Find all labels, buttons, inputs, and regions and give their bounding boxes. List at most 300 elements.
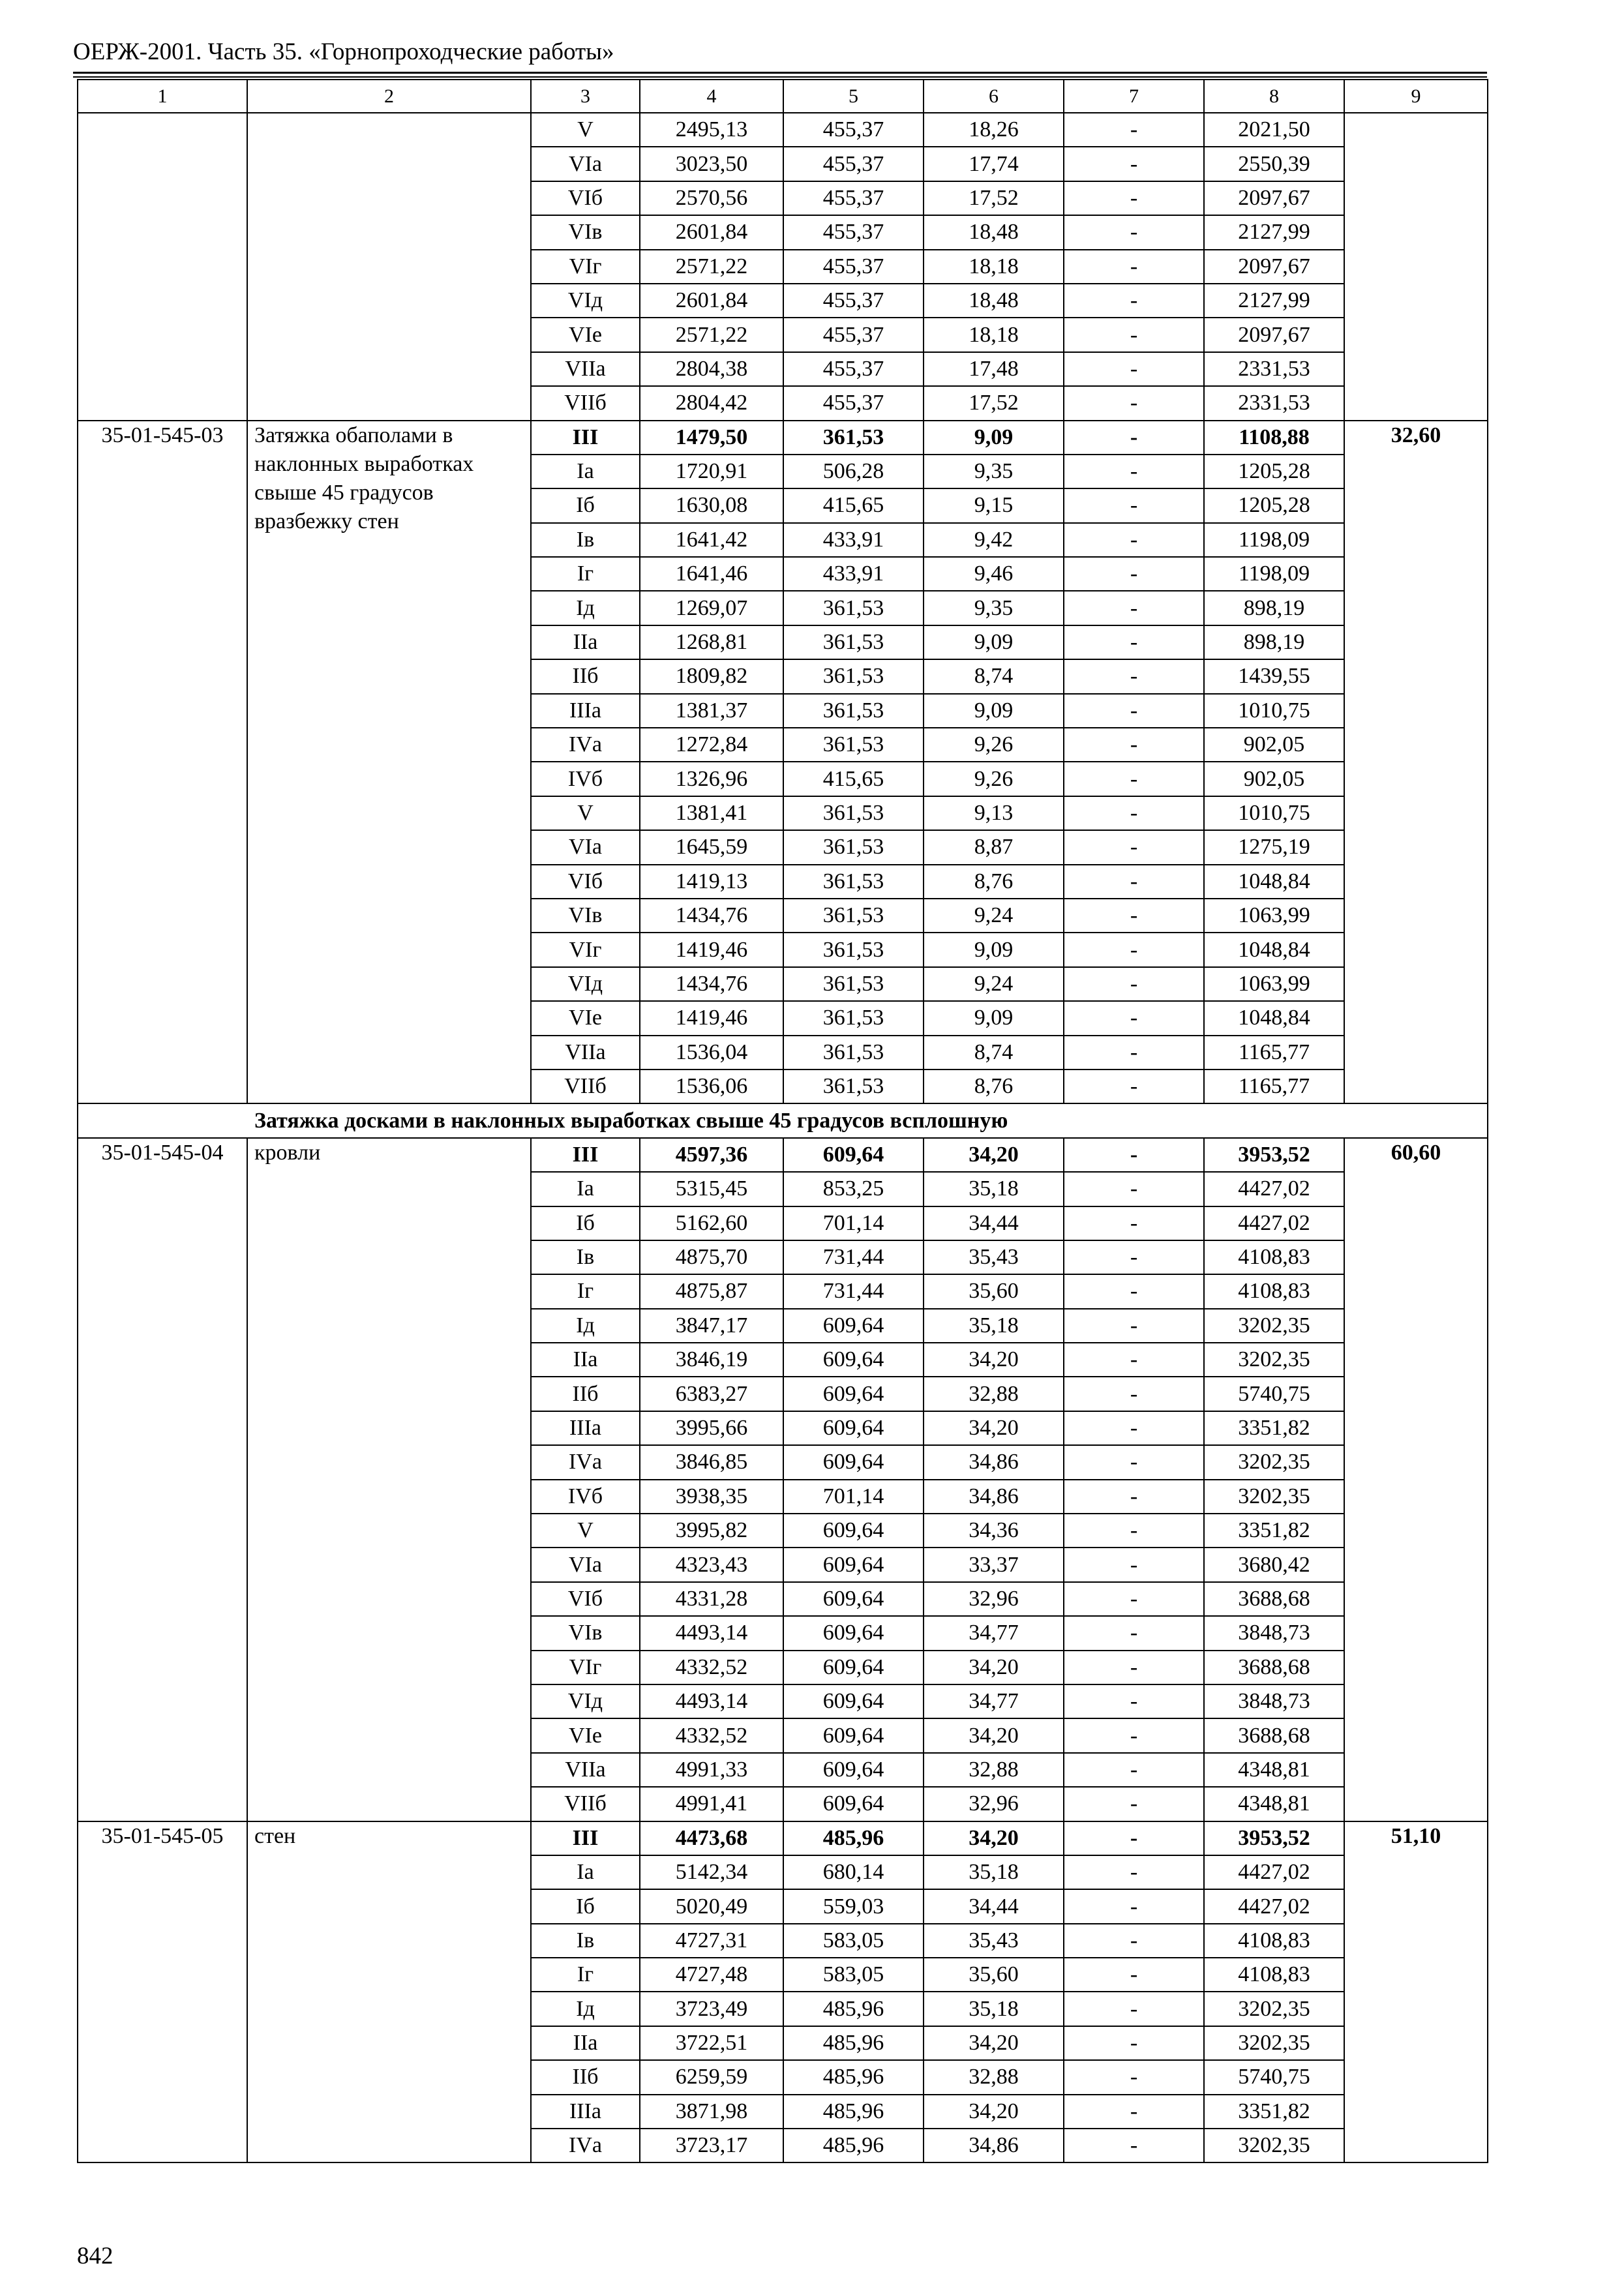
zone-cell: VIа (531, 147, 640, 181)
operator-wages-cell: - (1064, 2129, 1204, 2162)
materials-cell: 4348,81 (1204, 1787, 1344, 1821)
wages-cell: 361,53 (783, 1070, 924, 1103)
wages-cell: 455,37 (783, 284, 924, 318)
column-header: 7 (1064, 80, 1204, 113)
operator-wages-cell: - (1064, 215, 1204, 249)
zone-cell: IIб (531, 659, 640, 693)
total-cost-cell: 1641,46 (640, 557, 783, 591)
column-header-row (78, 80, 1488, 113)
total-cost-cell: 1645,59 (640, 830, 783, 864)
wages-cell: 609,64 (783, 1411, 924, 1445)
total-cost-cell: 1809,82 (640, 659, 783, 693)
machines-cell: 33,37 (924, 1548, 1064, 1581)
operator-wages-cell: - (1064, 1411, 1204, 1445)
total-cost-cell: 1419,46 (640, 1001, 783, 1035)
operator-wages-cell: - (1064, 1651, 1204, 1684)
total-cost-cell: 1381,41 (640, 796, 783, 830)
wages-cell: 361,53 (783, 625, 924, 659)
machines-cell: 8,76 (924, 865, 1064, 899)
operator-wages-cell: - (1064, 284, 1204, 318)
materials-cell: 1198,09 (1204, 557, 1344, 591)
operator-wages-cell: - (1064, 762, 1204, 796)
wages-cell: 609,64 (783, 1343, 924, 1377)
materials-cell: 1275,19 (1204, 830, 1344, 864)
machines-cell: 9,09 (924, 694, 1064, 728)
machines-cell: 34,86 (924, 1445, 1064, 1479)
operator-wages-cell: - (1064, 1343, 1204, 1377)
materials-cell: 2127,99 (1204, 284, 1344, 318)
column-header: 9 (1344, 80, 1488, 113)
operator-wages-cell: - (1064, 1309, 1204, 1343)
materials-cell: 3688,68 (1204, 1651, 1344, 1684)
wages-cell: 609,64 (783, 1514, 924, 1548)
wages-cell: 361,53 (783, 830, 924, 864)
materials-cell: 3202,35 (1204, 1343, 1344, 1377)
operator-wages-cell: - (1064, 796, 1204, 830)
materials-cell: 3202,35 (1204, 1445, 1344, 1479)
machines-cell: 34,20 (924, 1411, 1064, 1445)
operator-wages-cell: - (1064, 1753, 1204, 1787)
zone-cell: VIв (531, 215, 640, 249)
materials-cell: 898,19 (1204, 591, 1344, 625)
work-name: Затяжка обаполами в наклонных выработках свыше 45 градусов вразбежку стен (247, 421, 531, 1104)
total-cost-cell: 2571,22 (640, 250, 783, 284)
wages-cell: 609,64 (783, 1582, 924, 1616)
total-cost-cell: 1630,08 (640, 488, 783, 522)
total-cost-cell: 2571,22 (640, 318, 783, 352)
machines-cell: 9,42 (924, 523, 1064, 557)
wages-cell: 609,64 (783, 1138, 924, 1172)
zone-cell: VIг (531, 933, 640, 966)
wages-cell: 361,53 (783, 421, 924, 455)
operator-wages-cell: - (1064, 625, 1204, 659)
machines-cell: 32,88 (924, 1377, 1064, 1411)
zone-cell: III (531, 1821, 640, 1855)
table-body (78, 80, 1488, 2162)
machines-cell: 34,36 (924, 1514, 1064, 1548)
machines-cell: 9,15 (924, 488, 1064, 522)
operator-wages-cell: - (1064, 386, 1204, 420)
machines-cell: 9,24 (924, 899, 1064, 933)
total-cost-cell: 1536,06 (640, 1070, 783, 1103)
operator-wages-cell: - (1064, 1240, 1204, 1274)
materials-cell: 3688,68 (1204, 1718, 1344, 1752)
operator-wages-cell: - (1064, 591, 1204, 625)
wages-cell: 609,64 (783, 1684, 924, 1718)
wages-cell: 455,37 (783, 386, 924, 420)
materials-cell: 5740,75 (1204, 2060, 1344, 2094)
machines-cell: 34,20 (924, 1821, 1064, 1855)
materials-cell: 902,05 (1204, 728, 1344, 762)
machines-cell: 35,18 (924, 1309, 1064, 1343)
materials-cell: 3688,68 (1204, 1582, 1344, 1616)
total-cost-cell: 3995,66 (640, 1411, 783, 1445)
materials-cell: 3953,52 (1204, 1821, 1344, 1855)
zone-cell: Iб (531, 1889, 640, 1923)
machines-cell: 9,24 (924, 967, 1064, 1001)
machines-cell: 34,20 (924, 1138, 1064, 1172)
total-cost-cell: 2804,38 (640, 352, 783, 386)
machines-cell: 35,18 (924, 1992, 1064, 2026)
zone-cell: VIв (531, 1616, 640, 1650)
materials-cell: 2021,50 (1204, 113, 1344, 147)
wages-cell: 361,53 (783, 933, 924, 966)
machines-cell: 9,46 (924, 557, 1064, 591)
machines-cell: 9,35 (924, 455, 1064, 488)
materials-cell: 1063,99 (1204, 899, 1344, 933)
zone-cell: IVа (531, 1445, 640, 1479)
machines-cell: 17,48 (924, 352, 1064, 386)
total-cost-cell: 3847,17 (640, 1309, 783, 1343)
total-cost-cell: 4727,31 (640, 1924, 783, 1958)
materials-cell: 2097,67 (1204, 250, 1344, 284)
machines-cell: 9,09 (924, 421, 1064, 455)
materials-cell: 902,05 (1204, 762, 1344, 796)
wages-cell: 853,25 (783, 1172, 924, 1206)
zone-cell: Iв (531, 1240, 640, 1274)
column-header: 6 (924, 80, 1064, 113)
machines-cell: 17,52 (924, 386, 1064, 420)
zone-cell: VIа (531, 1548, 640, 1581)
wages-cell: 609,64 (783, 1548, 924, 1581)
machines-cell: 18,48 (924, 284, 1064, 318)
wages-cell: 506,28 (783, 455, 924, 488)
wages-cell: 455,37 (783, 147, 924, 181)
total-cost-cell: 3723,17 (640, 2129, 783, 2162)
wages-cell: 455,37 (783, 215, 924, 249)
machines-cell: 9,09 (924, 625, 1064, 659)
wages-cell: 701,14 (783, 1206, 924, 1240)
total-cost-cell: 6383,27 (640, 1377, 783, 1411)
zone-cell: III (531, 421, 640, 455)
page-number: 842 (77, 2243, 113, 2269)
operator-wages-cell: - (1064, 1684, 1204, 1718)
wages-cell: 455,37 (783, 318, 924, 352)
operator-wages-cell: - (1064, 1514, 1204, 1548)
total-cost-cell: 1641,42 (640, 523, 783, 557)
total-cost-cell: 3995,82 (640, 1514, 783, 1548)
total-cost-cell: 1720,91 (640, 455, 783, 488)
materials-cell: 2127,99 (1204, 215, 1344, 249)
zone-cell: VIг (531, 1651, 640, 1684)
rate-code: 35-01-545-04 (78, 1138, 247, 1821)
total-cost-cell: 4991,33 (640, 1753, 783, 1787)
materials-cell: 1205,28 (1204, 488, 1344, 522)
zone-cell: Iд (531, 1992, 640, 2026)
zone-cell: IIа (531, 1343, 640, 1377)
column-header: 8 (1204, 80, 1344, 113)
materials-cell: 4108,83 (1204, 1240, 1344, 1274)
materials-cell: 3848,73 (1204, 1684, 1344, 1718)
zone-cell: IIа (531, 2026, 640, 2060)
zone-cell: VIв (531, 899, 640, 933)
materials-cell: 4427,02 (1204, 1206, 1344, 1240)
materials-cell: 3202,35 (1204, 2026, 1344, 2060)
work-name: кровли (247, 1138, 531, 1821)
wages-cell: 455,37 (783, 250, 924, 284)
zone-cell: Iа (531, 455, 640, 488)
rate-code: 35-01-545-05 (78, 1821, 247, 2163)
materials-cell: 5740,75 (1204, 1377, 1344, 1411)
materials-cell: 2331,53 (1204, 386, 1344, 420)
machines-cell: 34,77 (924, 1616, 1064, 1650)
wages-cell: 731,44 (783, 1274, 924, 1308)
zone-cell: III (531, 1138, 640, 1172)
total-cost-cell: 1536,04 (640, 1036, 783, 1070)
machines-cell: 34,20 (924, 1718, 1064, 1752)
operator-wages-cell: - (1064, 1070, 1204, 1103)
zone-cell: Iб (531, 488, 640, 522)
machines-cell: 9,09 (924, 1001, 1064, 1035)
operator-wages-cell: - (1064, 1445, 1204, 1479)
total-cost-cell: 3023,50 (640, 147, 783, 181)
machines-cell: 9,13 (924, 796, 1064, 830)
labor-cost-cell: 32,60 (1344, 421, 1488, 1104)
materials-cell: 1205,28 (1204, 455, 1344, 488)
total-cost-cell: 3871,98 (640, 2095, 783, 2129)
total-cost-cell: 1272,84 (640, 728, 783, 762)
wages-cell: 609,64 (783, 1377, 924, 1411)
column-header: 5 (783, 80, 924, 113)
operator-wages-cell: - (1064, 694, 1204, 728)
materials-cell: 1165,77 (1204, 1070, 1344, 1103)
wages-cell: 433,91 (783, 523, 924, 557)
materials-cell: 2097,67 (1204, 181, 1344, 215)
total-cost-cell: 3723,49 (640, 1992, 783, 2026)
zone-cell: IIб (531, 2060, 640, 2094)
zone-cell: VIIб (531, 1070, 640, 1103)
zone-cell: VIе (531, 1718, 640, 1752)
total-cost-cell: 4991,41 (640, 1787, 783, 1821)
zone-cell: VIа (531, 830, 640, 864)
total-cost-cell: 5142,34 (640, 1855, 783, 1889)
zone-cell: IVа (531, 728, 640, 762)
total-cost-cell: 1269,07 (640, 591, 783, 625)
total-cost-cell: 4331,28 (640, 1582, 783, 1616)
zone-cell: VIе (531, 1001, 640, 1035)
operator-wages-cell: - (1064, 352, 1204, 386)
labor-cost-cell: 60,60 (1344, 1138, 1488, 1821)
operator-wages-cell: - (1064, 113, 1204, 147)
operator-wages-cell: - (1064, 181, 1204, 215)
wages-cell: 485,96 (783, 2095, 924, 2129)
machines-cell: 9,26 (924, 762, 1064, 796)
materials-cell: 4427,02 (1204, 1172, 1344, 1206)
operator-wages-cell: - (1064, 1992, 1204, 2026)
materials-cell: 3680,42 (1204, 1548, 1344, 1581)
total-cost-cell: 1419,46 (640, 933, 783, 966)
column-header: 1 (78, 80, 247, 113)
zone-cell: VIIа (531, 1753, 640, 1787)
total-cost-cell: 1479,50 (640, 421, 783, 455)
zone-cell: IIIа (531, 2095, 640, 2129)
zone-cell: Iг (531, 1958, 640, 1992)
machines-cell: 32,88 (924, 2060, 1064, 2094)
zone-cell: IIа (531, 625, 640, 659)
total-cost-cell: 3722,51 (640, 2026, 783, 2060)
materials-cell: 3351,82 (1204, 1514, 1344, 1548)
page-header: ОЕРЖ-2001. Часть 35. «Горнопроходческие работы» (73, 38, 614, 65)
machines-cell: 35,60 (924, 1274, 1064, 1308)
operator-wages-cell: - (1064, 865, 1204, 899)
operator-wages-cell: - (1064, 2026, 1204, 2060)
zone-cell: VIг (531, 250, 640, 284)
machines-cell: 35,18 (924, 1172, 1064, 1206)
zone-cell: Iд (531, 591, 640, 625)
machines-cell: 34,20 (924, 2026, 1064, 2060)
work-name: стен (247, 1821, 531, 2163)
wages-cell: 455,37 (783, 352, 924, 386)
total-cost-cell: 1419,13 (640, 865, 783, 899)
wages-cell: 361,53 (783, 694, 924, 728)
operator-wages-cell: - (1064, 455, 1204, 488)
total-cost-cell: 3846,19 (640, 1343, 783, 1377)
operator-wages-cell: - (1064, 933, 1204, 966)
total-cost-cell: 2804,42 (640, 386, 783, 420)
machines-cell: 8,74 (924, 1036, 1064, 1070)
total-cost-cell: 6259,59 (640, 2060, 783, 2094)
materials-cell: 3953,52 (1204, 1138, 1344, 1172)
wages-cell: 361,53 (783, 728, 924, 762)
materials-cell: 2550,39 (1204, 147, 1344, 181)
total-cost-cell: 5020,49 (640, 1889, 783, 1923)
zone-cell: VIIб (531, 386, 640, 420)
wages-cell: 609,64 (783, 1753, 924, 1787)
materials-cell: 4108,83 (1204, 1274, 1344, 1308)
operator-wages-cell: - (1064, 1377, 1204, 1411)
total-cost-cell: 1434,76 (640, 967, 783, 1001)
total-cost-cell: 5162,60 (640, 1206, 783, 1240)
materials-cell: 2097,67 (1204, 318, 1344, 352)
machines-cell: 18,48 (924, 215, 1064, 249)
materials-cell: 4427,02 (1204, 1889, 1344, 1923)
materials-cell: 3202,35 (1204, 1309, 1344, 1343)
materials-cell: 1063,99 (1204, 967, 1344, 1001)
total-cost-cell: 4493,14 (640, 1616, 783, 1650)
total-cost-cell: 2601,84 (640, 284, 783, 318)
operator-wages-cell: - (1064, 1036, 1204, 1070)
total-cost-cell: 2601,84 (640, 215, 783, 249)
machines-cell: 18,18 (924, 318, 1064, 352)
materials-cell: 4348,81 (1204, 1753, 1344, 1787)
zone-cell: V (531, 113, 640, 147)
zone-cell: VIIа (531, 1036, 640, 1070)
zone-cell: Iа (531, 1172, 640, 1206)
materials-cell: 3202,35 (1204, 1992, 1344, 2026)
wages-cell: 415,65 (783, 762, 924, 796)
machines-cell: 32,88 (924, 1753, 1064, 1787)
operator-wages-cell: - (1064, 1718, 1204, 1752)
machines-cell: 9,09 (924, 933, 1064, 966)
machines-cell: 34,86 (924, 1480, 1064, 1514)
zone-cell: Iв (531, 1924, 640, 1958)
zone-cell: VIб (531, 865, 640, 899)
table-row (78, 421, 1488, 455)
zone-cell: IVб (531, 762, 640, 796)
rates-table (77, 79, 1488, 2163)
operator-wages-cell: - (1064, 1787, 1204, 1821)
machines-cell: 34,20 (924, 1651, 1064, 1684)
zone-cell: V (531, 1514, 640, 1548)
operator-wages-cell: - (1064, 1958, 1204, 1992)
wages-cell: 609,64 (783, 1616, 924, 1650)
wages-cell: 583,05 (783, 1924, 924, 1958)
wages-cell: 609,64 (783, 1651, 924, 1684)
operator-wages-cell: - (1064, 2095, 1204, 2129)
zone-cell: VIIа (531, 352, 640, 386)
zone-cell: VIб (531, 181, 640, 215)
zone-cell: VIб (531, 1582, 640, 1616)
zone-cell: VIIб (531, 1787, 640, 1821)
table-row (78, 1821, 1488, 1855)
operator-wages-cell: - (1064, 147, 1204, 181)
wages-cell: 701,14 (783, 1480, 924, 1514)
wages-cell: 485,96 (783, 1992, 924, 2026)
total-cost-cell: 1268,81 (640, 625, 783, 659)
total-cost-cell: 2495,13 (640, 113, 783, 147)
wages-cell: 433,91 (783, 557, 924, 591)
materials-cell: 3202,35 (1204, 2129, 1344, 2162)
wages-cell: 361,53 (783, 899, 924, 933)
rate-code (78, 113, 247, 421)
wages-cell: 415,65 (783, 488, 924, 522)
zone-cell: Iб (531, 1206, 640, 1240)
operator-wages-cell: - (1064, 1924, 1204, 1958)
total-cost-cell: 3938,35 (640, 1480, 783, 1514)
operator-wages-cell: - (1064, 899, 1204, 933)
total-cost-cell: 4473,68 (640, 1821, 783, 1855)
wages-cell: 361,53 (783, 967, 924, 1001)
total-cost-cell: 4332,52 (640, 1651, 783, 1684)
header-rule-thin (73, 76, 1487, 78)
materials-cell: 1048,84 (1204, 865, 1344, 899)
wages-cell: 609,64 (783, 1718, 924, 1752)
operator-wages-cell: - (1064, 1480, 1204, 1514)
materials-cell: 1048,84 (1204, 1001, 1344, 1035)
machines-cell: 32,96 (924, 1582, 1064, 1616)
wages-cell: 361,53 (783, 1036, 924, 1070)
zone-cell: Iг (531, 1274, 640, 1308)
work-name (247, 113, 531, 421)
column-header: 3 (531, 80, 640, 113)
wages-cell: 609,64 (783, 1445, 924, 1479)
materials-cell: 1010,75 (1204, 796, 1344, 830)
machines-cell: 8,87 (924, 830, 1064, 864)
operator-wages-cell: - (1064, 1172, 1204, 1206)
materials-cell: 3351,82 (1204, 1411, 1344, 1445)
machines-cell: 34,20 (924, 2095, 1064, 2129)
wages-cell: 731,44 (783, 1240, 924, 1274)
machines-cell: 8,74 (924, 659, 1064, 693)
machines-cell: 9,35 (924, 591, 1064, 625)
total-cost-cell: 1434,76 (640, 899, 783, 933)
operator-wages-cell: - (1064, 557, 1204, 591)
wages-cell: 361,53 (783, 865, 924, 899)
operator-wages-cell: - (1064, 318, 1204, 352)
materials-cell: 4108,83 (1204, 1924, 1344, 1958)
materials-cell: 3848,73 (1204, 1616, 1344, 1650)
materials-cell: 2331,53 (1204, 352, 1344, 386)
operator-wages-cell: - (1064, 967, 1204, 1001)
operator-wages-cell: - (1064, 1138, 1204, 1172)
total-cost-cell: 4597,36 (640, 1138, 783, 1172)
machines-cell: 34,44 (924, 1206, 1064, 1240)
machines-cell: 35,43 (924, 1924, 1064, 1958)
labor-cost-cell: 51,10 (1344, 1821, 1488, 2163)
materials-cell: 4427,02 (1204, 1855, 1344, 1889)
column-header: 4 (640, 80, 783, 113)
column-header: 2 (247, 80, 531, 113)
